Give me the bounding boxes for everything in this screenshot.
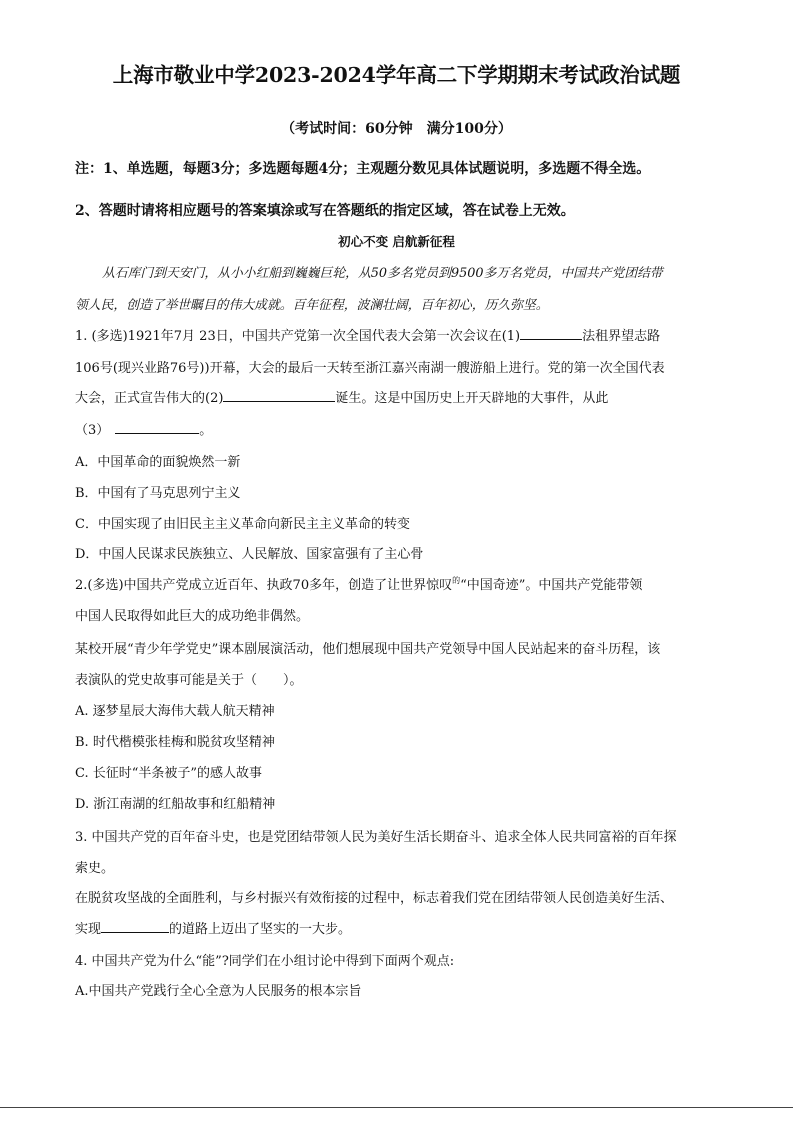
q1-text-d: 诞生。这是中国历史上开天辟地的大事件，从此 bbox=[335, 391, 609, 406]
q1-line-1 bbox=[75, 325, 660, 344]
q3-text-b: 的道路上迈出了坚实的一大步。 bbox=[169, 922, 352, 937]
q1-text-e: （3） bbox=[75, 423, 110, 438]
intro-line-2: 领人民，创造了举世瞩目的伟大成就。百年征程，波澜壮阔，百年初心，历久弥坚。 bbox=[75, 298, 549, 313]
q1-blank-1 bbox=[520, 327, 582, 340]
q4-line-1: 4. 中国共产党为什么“能”?同学们在小组讨论中得到下面两个观点: bbox=[75, 954, 455, 969]
exam-title: 上海市敬业中学2023-2024学年高二下学期期末考试政治试题 bbox=[112, 63, 681, 87]
q1-option-c: C．中国实现了由旧民主主义革命向新民主主义革命的转变 bbox=[75, 517, 410, 532]
q2-option-b: B. 时代楷模张桂梅和脱贫攻坚精神 bbox=[75, 735, 275, 750]
q4-option-a: A.中国共产党践行全心全意为人民服务的根本宗旨 bbox=[75, 984, 362, 999]
q3-line-4 bbox=[75, 918, 351, 937]
q1-blank-2 bbox=[223, 389, 335, 402]
q3-text-a: 实现 bbox=[75, 922, 102, 937]
page-bottom-rule bbox=[0, 1107, 793, 1108]
q3-blank bbox=[101, 920, 169, 933]
q2-line-3: 某校开展“青少年学党史”课本剧展演活动，他们想展现中国共产党领导中国人民站起来的奋斗历程，该 bbox=[75, 642, 661, 657]
q1-blank-3 bbox=[115, 421, 199, 434]
q2-option-a: A. 逐梦星辰大海伟大载人航天精神 bbox=[75, 704, 275, 719]
note-line-1: 注：1、单选题，每题3分；多选题每题4分；主观题分数见具体试题说明，多选题不得全选。 bbox=[75, 161, 651, 177]
q2-text-a: 2.(多选)中国共产党成立近百年、执政70多年，创造了让世界惊叹 bbox=[75, 578, 453, 593]
q3-line-2: 索史。 bbox=[75, 861, 115, 876]
q3-line-3: 在脱贫攻坚战的全面胜利，与乡村振兴有效衔接的过程中，标志着我们党在团结带领人民创造美好生活、 bbox=[75, 891, 674, 906]
q2-line-4: 表演队的党史故事可能是关于（ ）。 bbox=[75, 673, 303, 688]
q2-line-2: 中国人民取得如此巨大的成功绝非偶然。 bbox=[75, 609, 310, 624]
intro-line-1: 从石库门到天安门，从小小红船到巍巍巨轮，从50多名党员到9500多万名党员，中国共产党团结带 bbox=[102, 266, 663, 281]
q1-text-b: 法租界望志路 bbox=[582, 329, 661, 344]
q1-option-a: A．中国革命的面貌焕然一新 bbox=[75, 455, 241, 470]
q2-line-1 bbox=[75, 574, 642, 593]
q1-option-d: D．中国人民谋求民族独立、人民解放、国家富强有了主心骨 bbox=[75, 547, 424, 562]
q1-text-f: 。 bbox=[199, 423, 213, 438]
q1-option-b: B．中国有了马克思列宁主义 bbox=[75, 486, 241, 501]
q2-text-b: “中国奇迹”。中国共产党能带领 bbox=[460, 578, 643, 593]
q1-text-c: 大会，正式宣告伟大的(2) bbox=[75, 391, 224, 406]
q1-line-3 bbox=[75, 387, 608, 406]
section-title: 初心不变 启航新征程 bbox=[338, 234, 455, 249]
q2-option-d: D. 浙江南湖的红船故事和红船精神 bbox=[75, 797, 276, 812]
exam-info: （考试时间：60分钟 满分100分） bbox=[281, 121, 512, 137]
q3-line-1: 3. 中国共产党的百年奋斗史，也是党团结带领人民为美好生活长期奋斗、追求全体人民共同富裕的百年探 bbox=[75, 830, 677, 845]
q2-option-c: C. 长征时“半条被子”的感人故事 bbox=[75, 766, 263, 781]
q1-text-a: 1. (多选)1921年7月 23日，中国共产党第一次全国代表大会第一次会议在(1) bbox=[75, 329, 521, 344]
q1-line-4 bbox=[75, 419, 212, 438]
q2-sup: 的 bbox=[452, 576, 461, 585]
q1-line-2: 106号(现兴业路76号))开幕，大会的最后一天转至浙江嘉兴南湖一艘游船上进行。党的第一次全国代表 bbox=[75, 361, 665, 376]
note-line-2: 2、答题时请将相应题号的答案填涂或写在答题纸的指定区域，答在试卷上无效。 bbox=[75, 203, 575, 219]
